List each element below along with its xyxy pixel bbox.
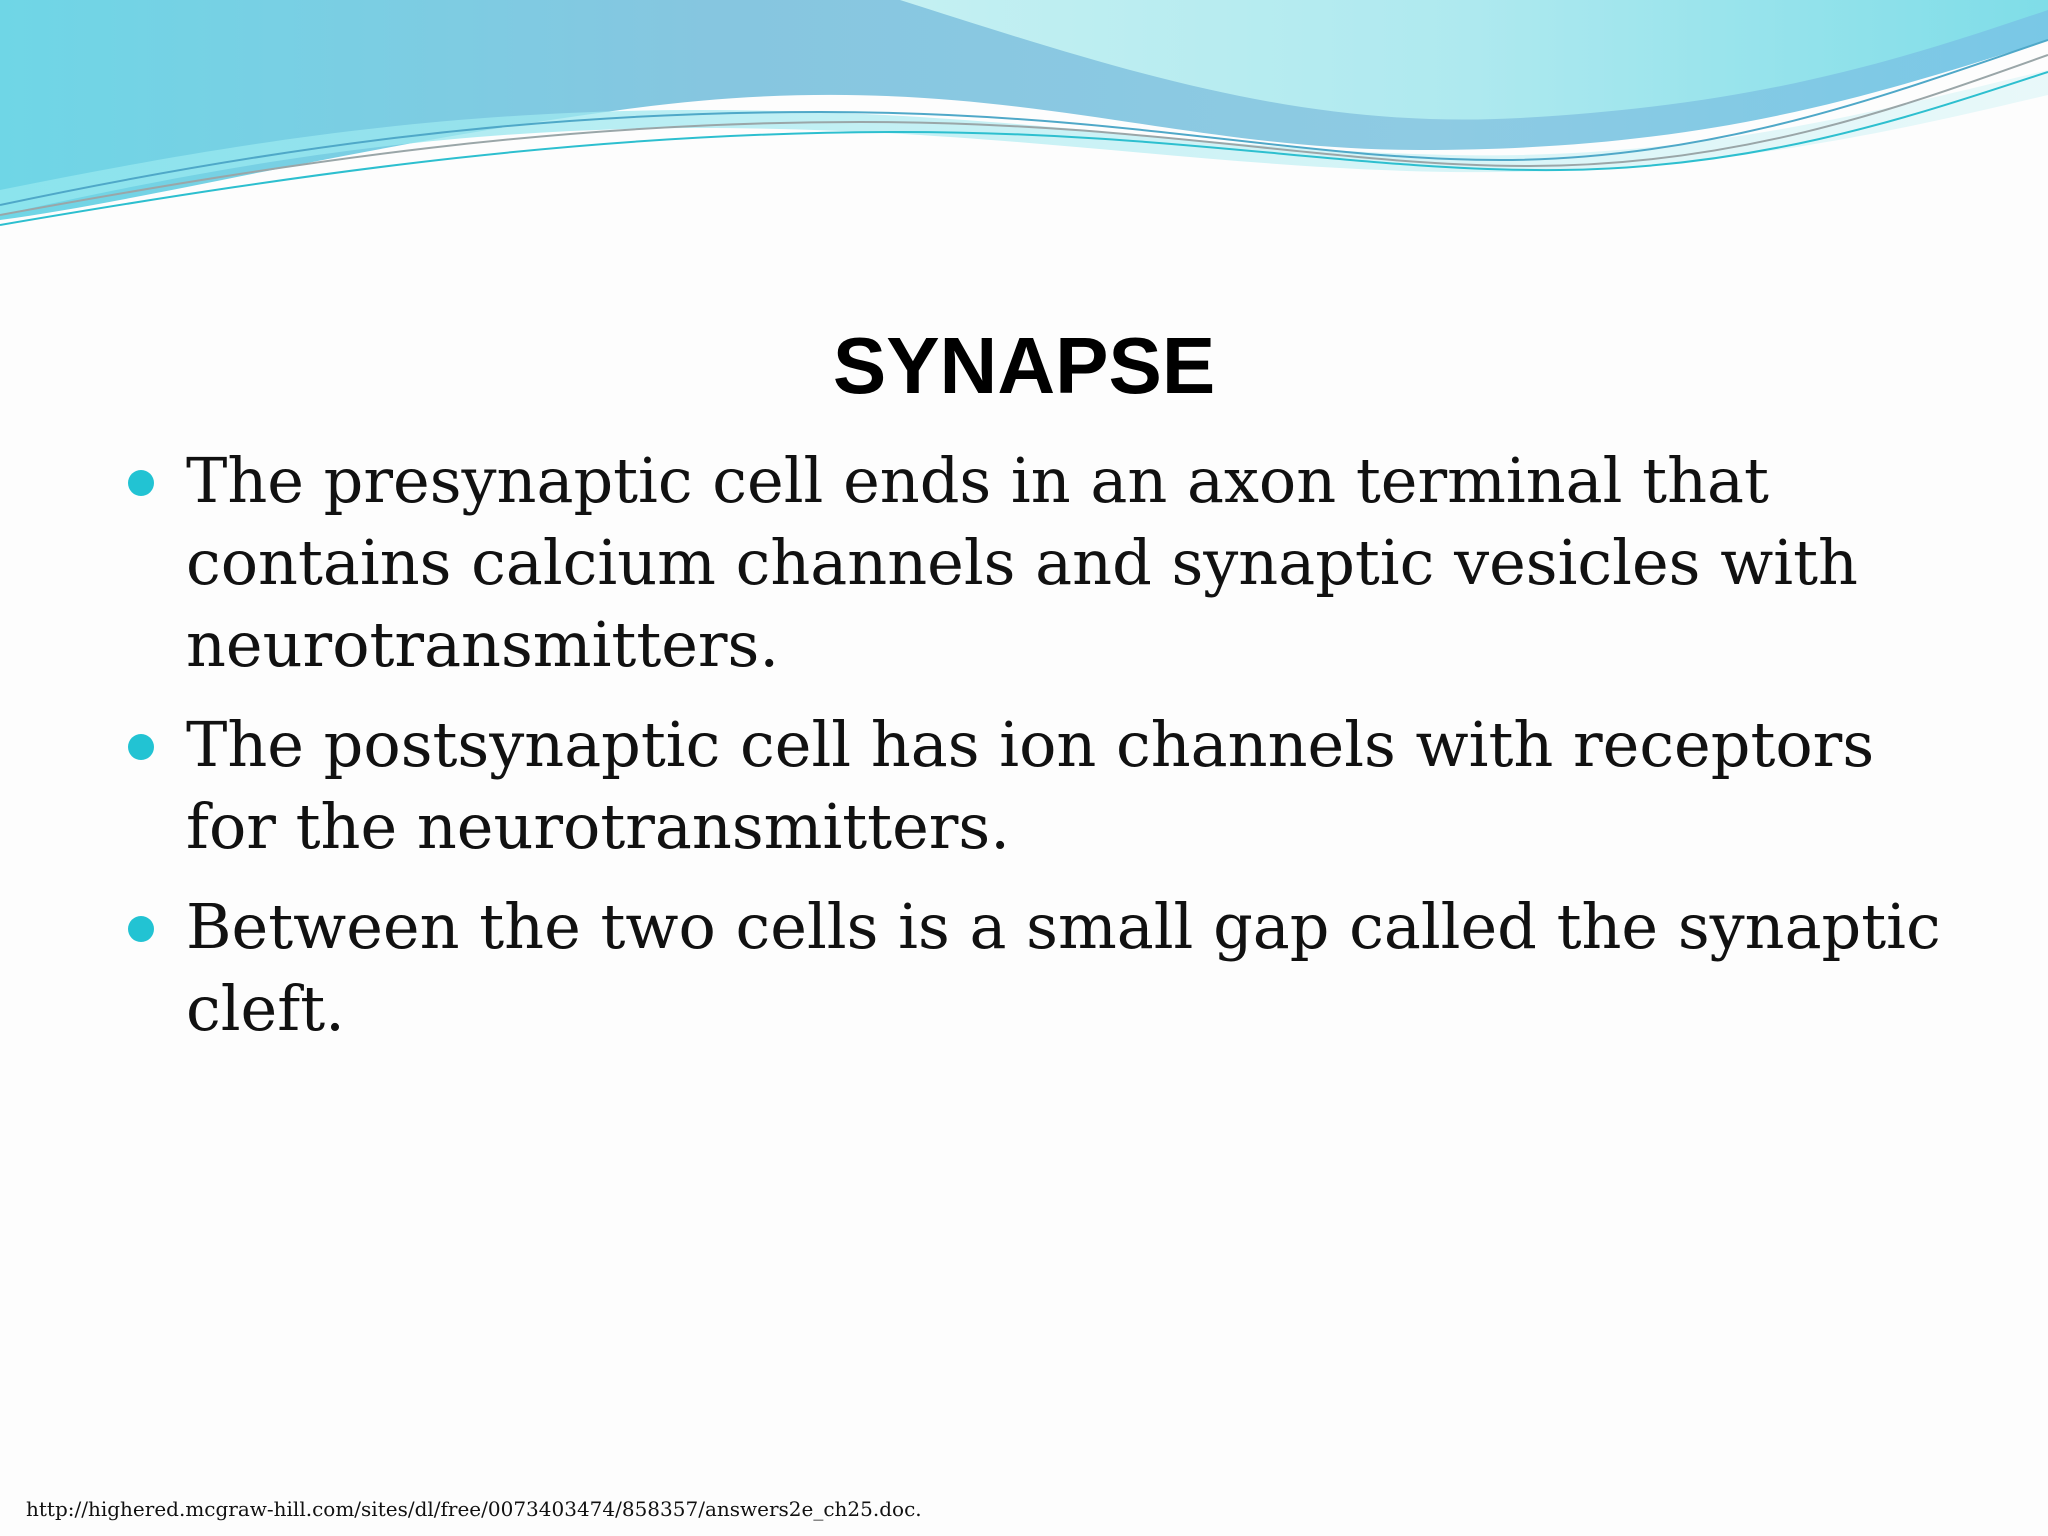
bullet-text: Between the two cells is a small gap called the synaptic cleft. (186, 890, 1941, 1045)
bullet-item (186, 440, 1946, 686)
slide-title: SYNAPSE (832, 321, 1216, 410)
bullet-dot-icon (128, 916, 154, 942)
bullet-item (186, 704, 1946, 868)
bullet-dot-icon (128, 734, 154, 760)
source-citation: http://highered.mcgraw-hill.com/sites/dl/free/0073403474/858357/answers2e_ch25.doc. (26, 1497, 922, 1521)
bullet-text: The presynaptic cell ends in an axon terminal that contains calcium channels and synaptic vesicles with neurotransmitters. (186, 444, 1858, 681)
bullet-text: The postsynaptic cell has ion channels with receptors for the neurotransmitters. (186, 708, 1875, 863)
bullet-item (186, 886, 1946, 1050)
bullet-dot-icon (128, 470, 154, 496)
wave-header-decoration (0, 0, 2048, 240)
